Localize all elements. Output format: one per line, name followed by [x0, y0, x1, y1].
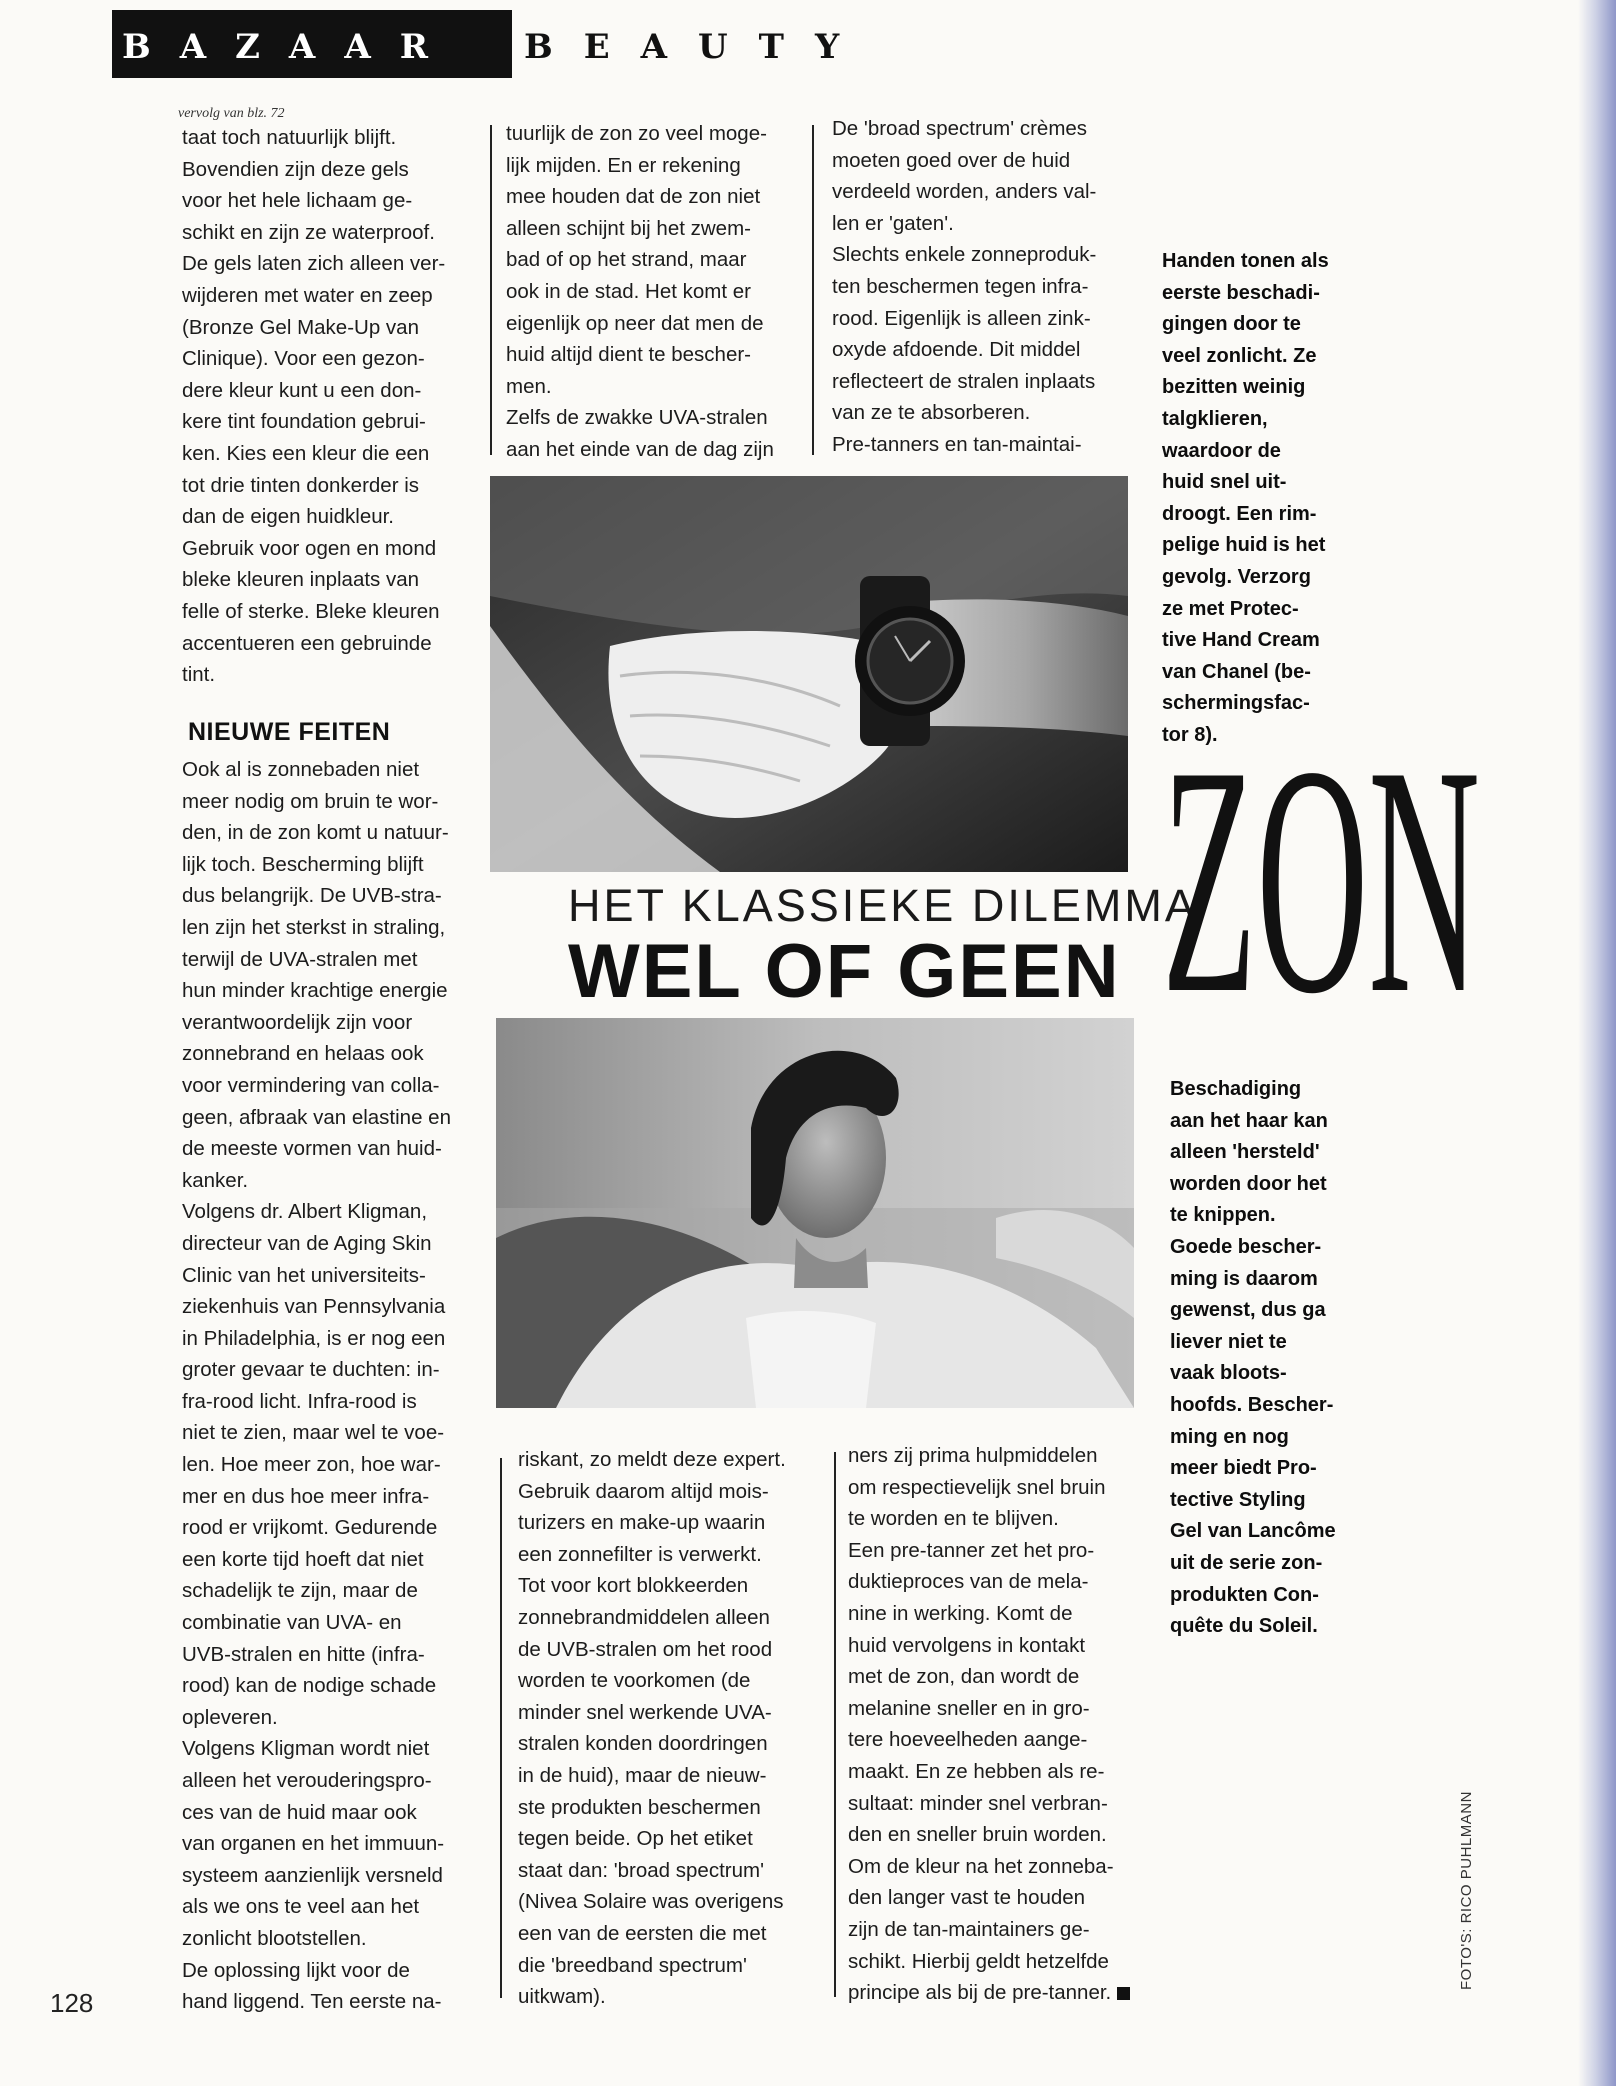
col1-bottom-line: rood er vrijkomt. Gedurende	[182, 1516, 438, 1540]
photo-hand-watch	[490, 476, 1128, 872]
col3-bottom-line: om respectievelijk snel bruin	[848, 1475, 1106, 1499]
col1-bottom-line: verantwoordelijk zijn voor	[182, 1010, 413, 1034]
col1-bottom-line: zonlicht blootstellen.	[182, 1926, 367, 1950]
col1-bottom-line: zonnebrand en helaas ook	[182, 1042, 424, 1066]
column-2-top	[506, 118, 774, 466]
col3-bottom-line: den langer vast te houden	[848, 1886, 1086, 1910]
col2-top-line: mee houden dat de zon niet	[506, 185, 761, 209]
col2-bottom-line: in de huid), maar de nieuw-	[518, 1763, 767, 1787]
col1-top-line: dan de eigen huidkleur.	[182, 505, 395, 529]
masthead-beauty: BEAUTY	[524, 27, 871, 67]
col1-top-line: schikt en zijn ze waterproof.	[182, 220, 435, 244]
caption-hair-line: uit de serie zon-	[1170, 1551, 1323, 1574]
col3-top-line: reflecteert de stralen inplaats	[832, 369, 1096, 393]
col1-top-line: Bovendien zijn deze gels	[182, 157, 409, 181]
col3-top-line: verdeeld worden, anders val-	[832, 180, 1097, 204]
col2-bottom-line: riskant, zo meldt deze expert.	[518, 1448, 786, 1471]
col1-bottom-line: de meeste vormen van huid-	[182, 1137, 442, 1161]
caption-hair-line: Goede bescher-	[1170, 1235, 1322, 1258]
col1-bottom-line: combinatie van UVA- en	[182, 1611, 402, 1635]
col2-bottom-line: een van de eersten die met	[518, 1921, 767, 1945]
col1-bottom-line: Volgens dr. Albert Kligman,	[182, 1200, 428, 1224]
col2-top-line: aan het einde van de dag zijn	[506, 437, 774, 461]
col3-bottom-line: tere hoeveelheden aange-	[848, 1728, 1088, 1752]
col1-top-line: taat toch natuurlijk blijft.	[182, 126, 397, 149]
caption-hands-line: tor 8).	[1162, 723, 1218, 746]
col2-top-line: huid altijd dient te bescher-	[506, 343, 752, 367]
col2-bottom-line: worden te voorkomen (de	[518, 1669, 751, 1693]
col3-bottom-line: huid vervolgens in kontakt	[848, 1633, 1086, 1657]
col2-bottom-line: tegen beide. Op het etiket	[518, 1827, 753, 1851]
col3-bottom-line: ners zij prima hulpmiddelen	[848, 1444, 1098, 1467]
col1-top-line: tint.	[182, 663, 216, 687]
col1-bottom-line: Volgens Kligman wordt niet	[182, 1737, 430, 1761]
col2-bottom-line: minder snel werkende UVA-	[518, 1700, 772, 1724]
page-number: 128	[50, 1988, 94, 2018]
caption-hair-line: meer biedt Pro-	[1170, 1457, 1317, 1480]
col1-bottom-line: voor vermindering van colla-	[182, 1073, 440, 1097]
col3-top-line: rood. Eigenlijk is alleen zink-	[832, 306, 1091, 330]
col1-bottom-line: len zijn het sterkst in straling,	[182, 915, 446, 939]
col2-top-line: lijk mijden. En er rekening	[506, 153, 741, 177]
col1-bottom-line: schadelijk te zijn, maar de	[182, 1579, 418, 1603]
col2-bottom-line: zonnebrandmiddelen alleen	[518, 1605, 770, 1629]
caption-hands-line: talgklieren,	[1162, 407, 1268, 430]
caption-hair-line: ming is daarom	[1170, 1267, 1318, 1290]
column-rule-bottom-1	[500, 1458, 502, 1998]
col1-top-line: bleke kleuren inplaats van	[182, 568, 420, 592]
caption-hands-line: schermingsfac-	[1162, 692, 1310, 715]
col2-top-line: alleen schijnt bij het zwem-	[506, 216, 751, 240]
col1-bottom-line: ces van de huid maar ook	[182, 1800, 417, 1824]
column-rule-top-1	[490, 125, 492, 455]
column-rule-bottom-2	[834, 1452, 836, 1997]
caption-hair-line: gewenst, dus ga	[1170, 1299, 1326, 1322]
col1-top-line: voor het hele lichaam ge-	[182, 189, 413, 213]
col1-bottom-line: systeem aanzienlijk versneld	[182, 1863, 443, 1887]
col1-bottom-line: meer nodig om bruin te wor-	[182, 789, 439, 813]
col1-top-line: De gels laten zich alleen ver-	[182, 252, 446, 276]
col1-bottom-line: terwijl de UVA-stralen met	[182, 947, 418, 971]
caption-hair-line: quête du Soleil.	[1170, 1615, 1318, 1638]
col3-bottom-line: principe als bij de pre-tanner.	[848, 1977, 1130, 2009]
col3-bottom-line: te worden en te blijven.	[848, 1507, 1059, 1531]
col2-bottom-line: turizers en make-up waarin	[518, 1511, 766, 1535]
col1-top-line: wijderen met water en zeep	[182, 283, 433, 307]
col1-bottom-line: van organen en het immuun-	[182, 1832, 445, 1856]
col1-bottom-line: geen, afbraak van elastine en	[182, 1105, 451, 1129]
col2-top-line: bad of op het strand, maar	[506, 248, 747, 272]
col1-top-line: tot drie tinten donkerder is	[182, 473, 420, 497]
column-3-top	[832, 113, 1096, 461]
col1-bottom-line: len. Hoe meer zon, hoe war-	[182, 1453, 441, 1477]
column-3-bottom	[848, 1440, 1130, 2009]
headline-main: WEL OF GEEN	[568, 929, 1121, 1014]
col1-bottom-line: dus belangrijk. De UVB-stra-	[182, 884, 442, 908]
col3-bottom-line: Een pre-tanner zet het pro-	[848, 1538, 1095, 1562]
col1-bottom-line: groter gevaar te duchten: in-	[182, 1358, 440, 1382]
col3-top-line: Pre-tanners en tan-maintai-	[832, 432, 1082, 456]
col2-bottom-line: Gebruik daarom altijd mois-	[518, 1479, 769, 1503]
caption-hair-line: te knippen.	[1170, 1204, 1276, 1227]
caption-hair-line: hoofds. Bescher-	[1170, 1393, 1334, 1416]
caption-hair-line: produkten Con-	[1170, 1583, 1319, 1606]
col1-bottom-line: opleveren.	[182, 1705, 278, 1729]
col1-bottom-line: mer en dus hoe meer infra-	[182, 1484, 430, 1508]
headline-zon	[1162, 742, 1482, 1072]
caption-hair-line: worden door het	[1170, 1172, 1327, 1195]
col1-bottom-line: Ook al is zonnebaden niet	[182, 758, 420, 781]
col3-top-line: moeten goed over de huid	[832, 148, 1071, 172]
caption-hands-line: van Chanel (be-	[1162, 660, 1311, 683]
col1-bottom-line: een korte tijd hoeft dat niet	[182, 1547, 424, 1571]
photo-credit: FOTO'S: RICO PUHLMANN	[1458, 1791, 1475, 1990]
column-2-bottom	[518, 1444, 786, 2013]
col1-top-line: felle of sterke. Bleke kleuren	[182, 599, 440, 623]
col3-bottom-line: den en sneller bruin worden.	[848, 1823, 1107, 1847]
col2-top-line: men.	[506, 374, 552, 398]
col1-bottom-line: als we ons te veel aan het	[182, 1895, 420, 1919]
caption-hair-line: tective Styling	[1170, 1488, 1306, 1511]
col1-bottom-line: directeur van de Aging Skin	[182, 1231, 432, 1255]
col1-bottom-line: hun minder krachtige energie	[182, 979, 448, 1003]
col1-bottom-line: lijk toch. Bescherming blijft	[182, 852, 424, 876]
col1-bottom-line: in Philadelphia, is er nog een	[182, 1326, 446, 1350]
col1-top-line: accentueren een gebruinde	[182, 631, 432, 655]
col2-bottom-line: de UVB-stralen om het rood	[518, 1637, 773, 1661]
col3-bottom-line: melanine sneller en in gro-	[848, 1696, 1090, 1720]
col1-bottom-line: ziekenhuis van Pennsylvania	[182, 1295, 446, 1319]
col3-bottom-line: sultaat: minder snel verbran-	[848, 1791, 1108, 1815]
col1-bottom-line: rood) kan de nodige schade	[182, 1674, 437, 1698]
col1-bottom-line: niet te zien, maar wel te voe-	[182, 1421, 445, 1445]
col3-bottom-line: Om de kleur na het zonneba-	[848, 1854, 1114, 1878]
col2-bottom-line: uitkwam).	[518, 1985, 606, 2009]
col3-bottom-line: schikt. Hierbij geldt hetzelfde	[848, 1949, 1109, 1973]
caption-hands-line: eerste beschadi-	[1162, 281, 1320, 304]
col3-bottom-line: maakt. En ze hebben als re-	[848, 1759, 1105, 1783]
col3-top-line: len er 'gaten'.	[832, 211, 954, 235]
col2-bottom-line: (Nivea Solaire was overigens	[518, 1890, 784, 1914]
col1-bottom-line: alleen het verouderingspro-	[182, 1769, 432, 1792]
col1-top-line: ken. Kies een kleur die een	[182, 441, 430, 465]
column-rule-top-2	[812, 125, 814, 455]
caption-hands-line: Handen tonen als	[1162, 250, 1329, 272]
col2-bottom-line: stralen konden doordringen	[518, 1732, 768, 1756]
caption-hands-line: bezitten weinig	[1162, 376, 1306, 399]
col1-bottom-line: hand liggend. Ten eerste na-	[182, 1990, 442, 2014]
col3-bottom-line: duktieproces van de mela-	[848, 1570, 1089, 1594]
col1-bottom-line: fra-rood licht. Infra-rood is	[182, 1389, 417, 1413]
caption-hands	[1162, 246, 1329, 752]
caption-hair	[1170, 1074, 1336, 1643]
headline-kicker: HET KLASSIEKE DILEMMA	[568, 880, 1198, 931]
caption-hands-line: droogt. Een rim-	[1162, 502, 1317, 525]
page-spine-shadow	[1578, 0, 1616, 2086]
caption-hands-line: gevolg. Verzorg	[1162, 565, 1311, 588]
caption-hair-line: Beschadiging	[1170, 1078, 1302, 1100]
col1-bottom-line: den, in de zon komt u natuur-	[182, 821, 449, 845]
column-1-top	[182, 122, 445, 691]
col3-bottom-line: zijn de tan-maintainers ge-	[848, 1917, 1090, 1941]
col1-top-line: (Bronze Gel Make-Up van	[182, 315, 419, 339]
caption-hair-line: ming en nog	[1170, 1425, 1289, 1448]
continued-from-note: vervolg van blz. 72	[178, 106, 285, 121]
headline-zon-text: ZON	[1162, 742, 1480, 1062]
col1-top-line: kere tint foundation gebrui-	[182, 410, 426, 434]
col3-top-line: oxyde afdoende. Dit middel	[832, 338, 1081, 362]
col2-bottom-line: ste produkten beschermen	[518, 1795, 761, 1819]
col2-bottom-line: een zonnefilter is verwerkt.	[518, 1542, 762, 1566]
col2-top-line: eigenlijk op neer dat men de	[506, 311, 764, 335]
col1-top-line: Gebruik voor ogen en mond	[182, 536, 437, 560]
caption-hands-line: huid snel uit-	[1162, 471, 1287, 494]
col3-top-line: van ze te absorberen.	[832, 401, 1031, 425]
col3-top-line: Slechts enkele zonneproduk-	[832, 243, 1097, 267]
caption-hands-line: tive Hand Cream	[1162, 629, 1320, 652]
caption-hands-line: waardoor de	[1162, 439, 1281, 462]
caption-hair-line: Gel van Lancôme	[1170, 1520, 1336, 1543]
caption-hair-line: aan het haar kan	[1170, 1109, 1328, 1132]
col1-bottom-line: UVB-stralen en hitte (infra-	[182, 1642, 425, 1666]
col1-bottom-line: De oplossing lijkt voor de	[182, 1958, 410, 1982]
col3-top-line: ten beschermen tegen infra-	[832, 274, 1089, 298]
col2-bottom-line: staat dan: 'broad spectrum'	[518, 1858, 764, 1882]
column-1-bottom	[182, 754, 451, 2018]
col1-bottom-line: kanker.	[182, 1168, 249, 1192]
col2-top-line: tuurlijk de zon zo veel moge-	[506, 122, 767, 145]
col2-top-line: Zelfs de zwakke UVA-stralen	[506, 406, 768, 430]
end-of-article-mark	[1117, 1987, 1130, 2000]
col3-bottom-line: nine in werking. Komt de	[848, 1601, 1073, 1625]
caption-hands-line: gingen door te	[1162, 313, 1301, 336]
col1-top-line: dere kleur kunt u een don-	[182, 378, 422, 402]
col3-top-line: De 'broad spectrum' crèmes	[832, 117, 1088, 140]
masthead-bazaar: BAZAAR	[122, 27, 457, 67]
caption-hands-line: ze met Protec-	[1162, 597, 1299, 620]
subhead-nieuwe-feiten: NIEUWE FEITEN	[188, 718, 391, 746]
caption-hands-line: pelige huid is het	[1162, 534, 1326, 557]
col2-bottom-line: Tot voor kort blokkeerden	[518, 1574, 749, 1598]
col2-top-line: ook in de stad. Het komt er	[506, 279, 751, 303]
caption-hair-line: liever niet te	[1170, 1330, 1287, 1353]
col2-bottom-line: die 'breedband spectrum'	[518, 1953, 747, 1977]
col1-bottom-line: Clinic van het universiteits-	[182, 1263, 426, 1287]
col3-bottom-line: met de zon, dan wordt de	[848, 1665, 1080, 1689]
caption-hair-line: vaak bloots-	[1170, 1362, 1287, 1385]
col1-top-line: Clinique). Voor een gezon-	[182, 347, 425, 371]
caption-hair-line: alleen 'hersteld'	[1170, 1141, 1320, 1164]
caption-hands-line: veel zonlicht. Ze	[1162, 344, 1317, 367]
photo-woman-portrait	[496, 1018, 1134, 1408]
